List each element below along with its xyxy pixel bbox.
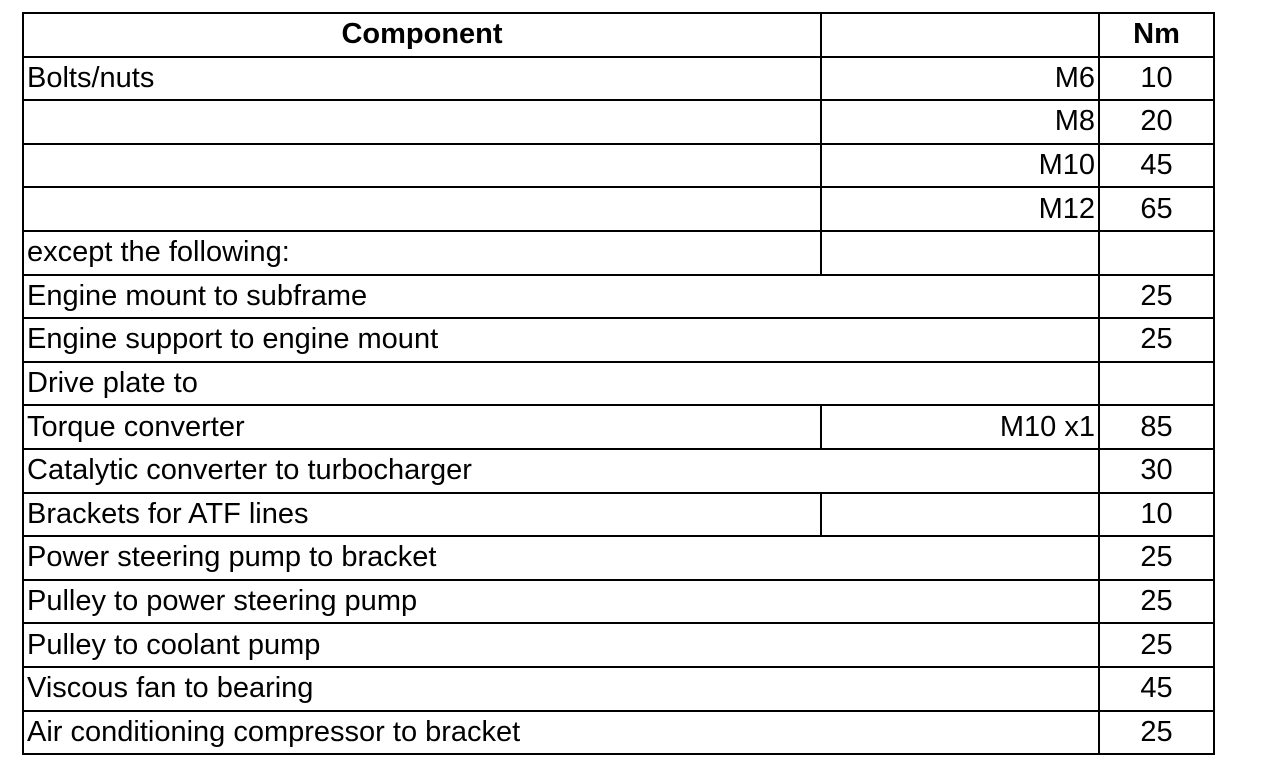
nm-cell: 10	[1099, 57, 1214, 101]
table-header-row	[23, 13, 1214, 57]
nm-cell: 25	[1099, 275, 1214, 319]
component-cell: Engine support to engine mount	[23, 318, 1099, 362]
component-cell: Engine mount to subframe	[23, 275, 1099, 319]
component-cell: Air conditioning compressor to bracket	[23, 711, 1099, 755]
table-row	[23, 493, 1214, 537]
component-cell: Viscous fan to bearing	[23, 667, 1099, 711]
table-row	[23, 318, 1214, 362]
component-cell: Pulley to power steering pump	[23, 580, 1099, 624]
header-size	[821, 13, 1099, 57]
table-row	[23, 187, 1214, 231]
nm-cell: 25	[1099, 623, 1214, 667]
nm-cell: 45	[1099, 144, 1214, 188]
component-cell: Power steering pump to bracket	[23, 536, 1099, 580]
size-cell: M12	[821, 187, 1099, 231]
table-row	[23, 362, 1214, 406]
nm-cell: 85	[1099, 405, 1214, 449]
component-cell	[23, 144, 821, 188]
component-cell: Brackets for ATF lines	[23, 493, 821, 537]
nm-cell: 25	[1099, 580, 1214, 624]
table-row	[23, 405, 1214, 449]
table-row	[23, 449, 1214, 493]
nm-cell: 30	[1099, 449, 1214, 493]
component-cell: Torque converter	[23, 405, 821, 449]
size-cell: M10 x1	[821, 405, 1099, 449]
size-cell: M6	[821, 57, 1099, 101]
component-cell	[23, 187, 821, 231]
table-row	[23, 100, 1214, 144]
component-cell: Drive plate to	[23, 362, 1099, 406]
size-cell: M8	[821, 100, 1099, 144]
nm-cell	[1099, 231, 1214, 275]
table-row	[23, 711, 1214, 755]
table-row	[23, 275, 1214, 319]
nm-cell	[1099, 362, 1214, 406]
nm-cell: 25	[1099, 536, 1214, 580]
table-row	[23, 667, 1214, 711]
size-cell	[821, 231, 1099, 275]
table-row	[23, 623, 1214, 667]
nm-cell: 25	[1099, 711, 1214, 755]
nm-cell: 45	[1099, 667, 1214, 711]
nm-cell: 20	[1099, 100, 1214, 144]
table-row	[23, 580, 1214, 624]
torque-spec-table	[22, 12, 1215, 755]
table-row	[23, 57, 1214, 101]
table-row	[23, 536, 1214, 580]
header-nm: Nm	[1099, 13, 1214, 57]
nm-cell: 25	[1099, 318, 1214, 362]
component-cell: Catalytic converter to turbocharger	[23, 449, 1099, 493]
component-cell	[23, 100, 821, 144]
nm-cell: 65	[1099, 187, 1214, 231]
nm-cell: 10	[1099, 493, 1214, 537]
size-cell	[821, 493, 1099, 537]
size-cell: M10	[821, 144, 1099, 188]
table-row	[23, 231, 1214, 275]
header-component: Component	[23, 13, 821, 57]
component-cell: Pulley to coolant pump	[23, 623, 1099, 667]
component-cell: Bolts/nuts	[23, 57, 821, 101]
component-cell: except the following:	[23, 231, 821, 275]
table-row	[23, 144, 1214, 188]
